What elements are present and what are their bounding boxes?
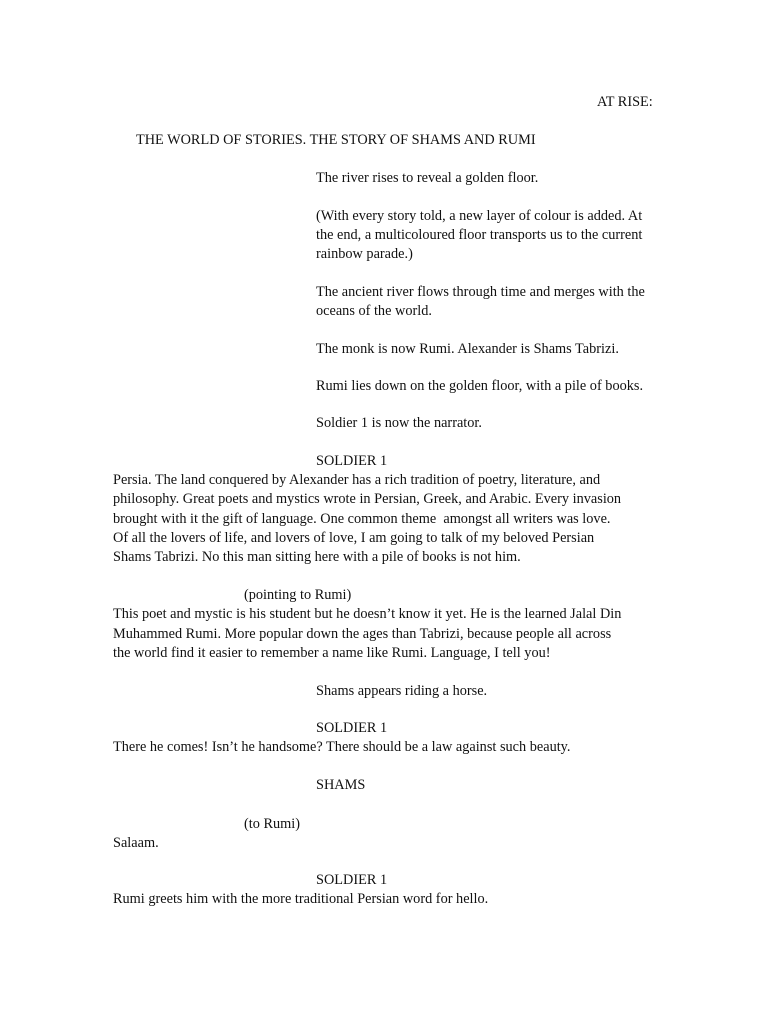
dialogue-line: Shams Tabrizi. No this man sitting here with a pile of books is not him.: [113, 549, 521, 565]
stage-direction: The monk is now Rumi. Alexander is Shams Tabrizi.: [316, 341, 619, 357]
stage-direction: Rumi lies down on the golden floor, with a pile of books.: [316, 378, 644, 394]
dialogue-line: This poet and mystic is his student but he doesn’t know it yet. He is the learned Jalal Din: [113, 606, 622, 622]
dialogue-line: Of all the lovers of life, and lovers of love, I am going to talk of my beloved Persian: [113, 530, 595, 546]
scene-title: THE WORLD OF STORIES. THE STORY OF SHAMS AND RUMI: [136, 132, 536, 148]
stage-direction-line: the end, a multicoloured floor transports us to the current: [316, 227, 643, 243]
dialogue-line: Rumi greets him with the more traditional Persian word for hello.: [113, 891, 489, 907]
dialogue-line: Muhammed Rumi. More popular down the ages than Tabrizi, because people all across: [113, 626, 612, 642]
at-rise-label: AT RISE:: [597, 94, 653, 110]
character-cue: SOLDIER 1: [316, 453, 388, 469]
stage-direction: The river rises to reveal a golden floor.: [316, 170, 539, 186]
stage-direction-line: The ancient river flows through time and merges with the: [316, 284, 645, 300]
stage-direction: Soldier 1 is now the narrator.: [316, 415, 482, 431]
parenthetical: (to Rumi): [244, 816, 300, 832]
stage-direction-line: (With every story told, a new layer of colour is added. At: [316, 208, 643, 224]
dialogue-line: There he comes! Isn’t he handsome? There should be a law against such beauty.: [113, 739, 571, 755]
dialogue-line: Salaam.: [113, 835, 159, 851]
character-cue: SOLDIER 1: [316, 720, 388, 736]
character-cue: SOLDIER 1: [316, 872, 388, 888]
character-cue: SHAMS: [316, 777, 366, 793]
dialogue-line: the world find it easier to remember a name like Rumi. Language, I tell you!: [113, 645, 551, 661]
stage-direction: Shams appears riding a horse.: [316, 683, 488, 699]
dialogue-line: philosophy. Great poets and mystics wrote in Persian, Greek, and Arabic. Every invasion: [113, 491, 622, 507]
dialogue-line: brought with it the gift of language. One common theme amongst all writers was love.: [113, 511, 611, 527]
stage-direction-line: rainbow parade.): [316, 246, 413, 262]
parenthetical: (pointing to Rumi): [244, 587, 352, 603]
stage-direction-line: oceans of the world.: [316, 303, 432, 319]
dialogue-line: Persia. The land conquered by Alexander has a rich tradition of poetry, literature, and: [113, 472, 601, 488]
